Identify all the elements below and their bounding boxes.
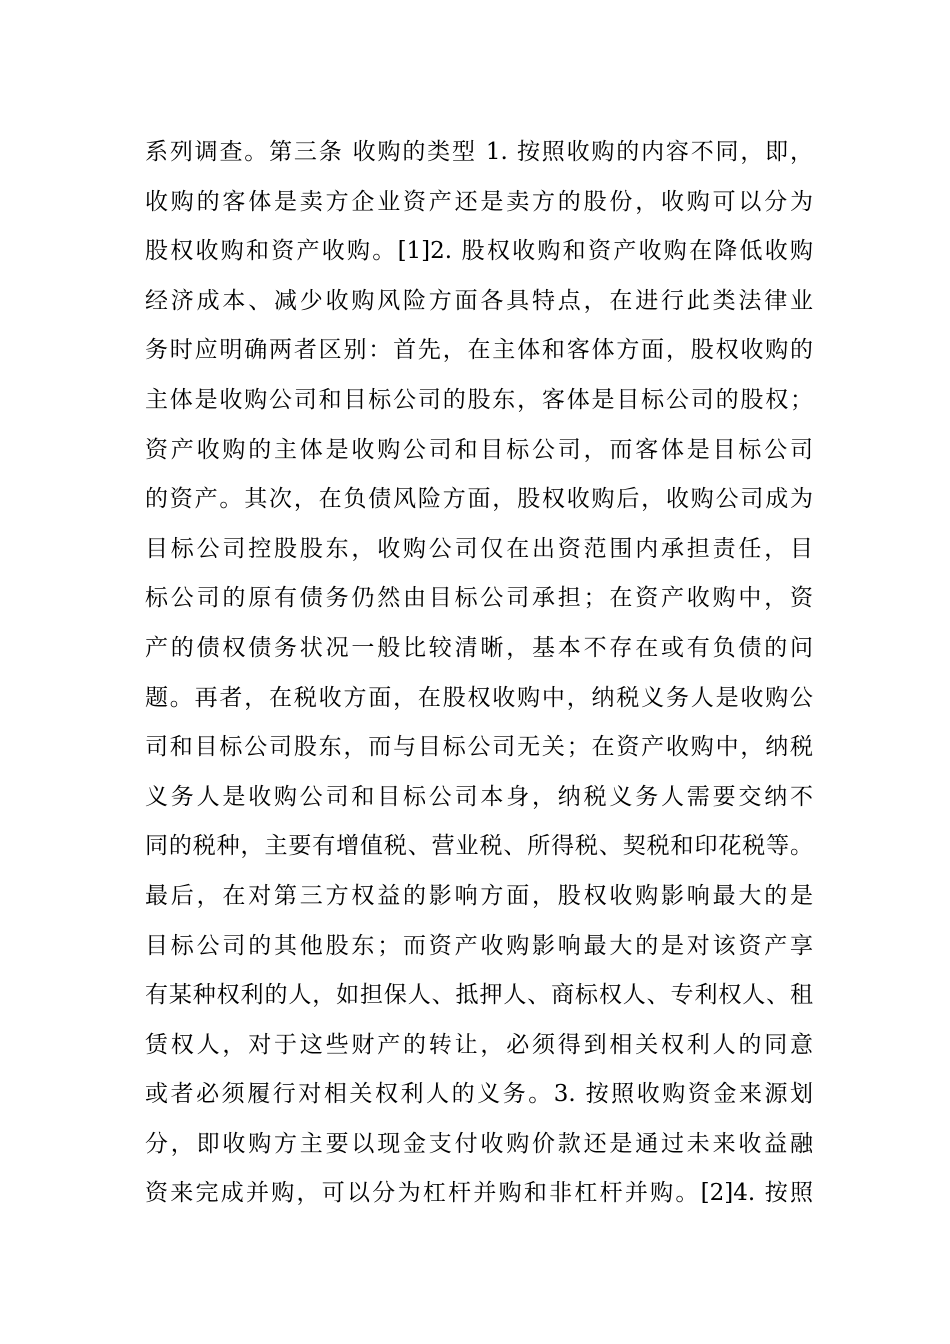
text-line: 或者必须履行对相关权利人的义务。3. 按照收购资金来源划: [145, 1081, 813, 1108]
text-line: 务时应明确两者区别：首先，在主体和客体方面，股权收购的: [145, 337, 813, 364]
text-line: 目标公司的其他股东；而资产收购影响最大的是对该资产享: [145, 932, 813, 959]
text-line: 题。再者，在税收方面，在股权收购中，纳税义务人是收购公: [145, 684, 813, 711]
text-line: 收购的客体是卖方企业资产还是卖方的股份，收购可以分为: [145, 188, 813, 215]
text-line: 有某种权利的人，如担保人、抵押人、商标权人、专利权人、租: [145, 982, 813, 1009]
text-line: 系列调查。第三条 收购的类型 1. 按照收购的内容不同，即，: [145, 139, 813, 165]
text-line: 产的债权债务状况一般比较清晰，基本不存在或有负债的问: [145, 634, 813, 661]
text-line: 目标公司控股股东，收购公司仅在出资范围内承担责任，目: [145, 535, 813, 562]
text-line: 分，即收购方主要以现金支付收购价款还是通过未来收益融: [145, 1130, 813, 1157]
text-line: 股权收购和资产收购。[1]2. 股权收购和资产收购在降低收购: [145, 238, 813, 265]
text-line: 标公司的原有债务仍然由目标公司承担；在资产收购中，资: [145, 585, 813, 612]
text-line: 同的税种，主要有增值税、营业税、所得税、契税和印花税等。: [145, 833, 813, 860]
text-line: 最后，在对第三方权益的影响方面，股权收购影响最大的是: [145, 882, 813, 909]
text-line: 义务人是收购公司和目标公司本身，纳税义务人需要交纳不: [145, 783, 813, 810]
text-line: 资来完成并购，可以分为杠杆并购和非杠杆并购。[2]4. 按照: [145, 1180, 813, 1207]
text-line: 的资产。其次，在负债风险方面，股权收购后，收购公司成为: [145, 486, 813, 513]
text-line: 经济成本、减少收购风险方面各具特点，在进行此类法律业: [145, 287, 813, 314]
text-line: 司和目标公司股东，而与目标公司无关；在资产收购中，纳税: [145, 734, 813, 761]
body-text: [145, 128, 813, 1219]
text-line: 资产收购的主体是收购公司和目标公司，而客体是目标公司: [145, 436, 813, 463]
text-line: 主体是收购公司和目标公司的股东，客体是目标公司的股权；: [145, 386, 813, 413]
text-line: 赁权人，对于这些财产的转让，必须得到相关权利人的同意: [145, 1031, 813, 1058]
